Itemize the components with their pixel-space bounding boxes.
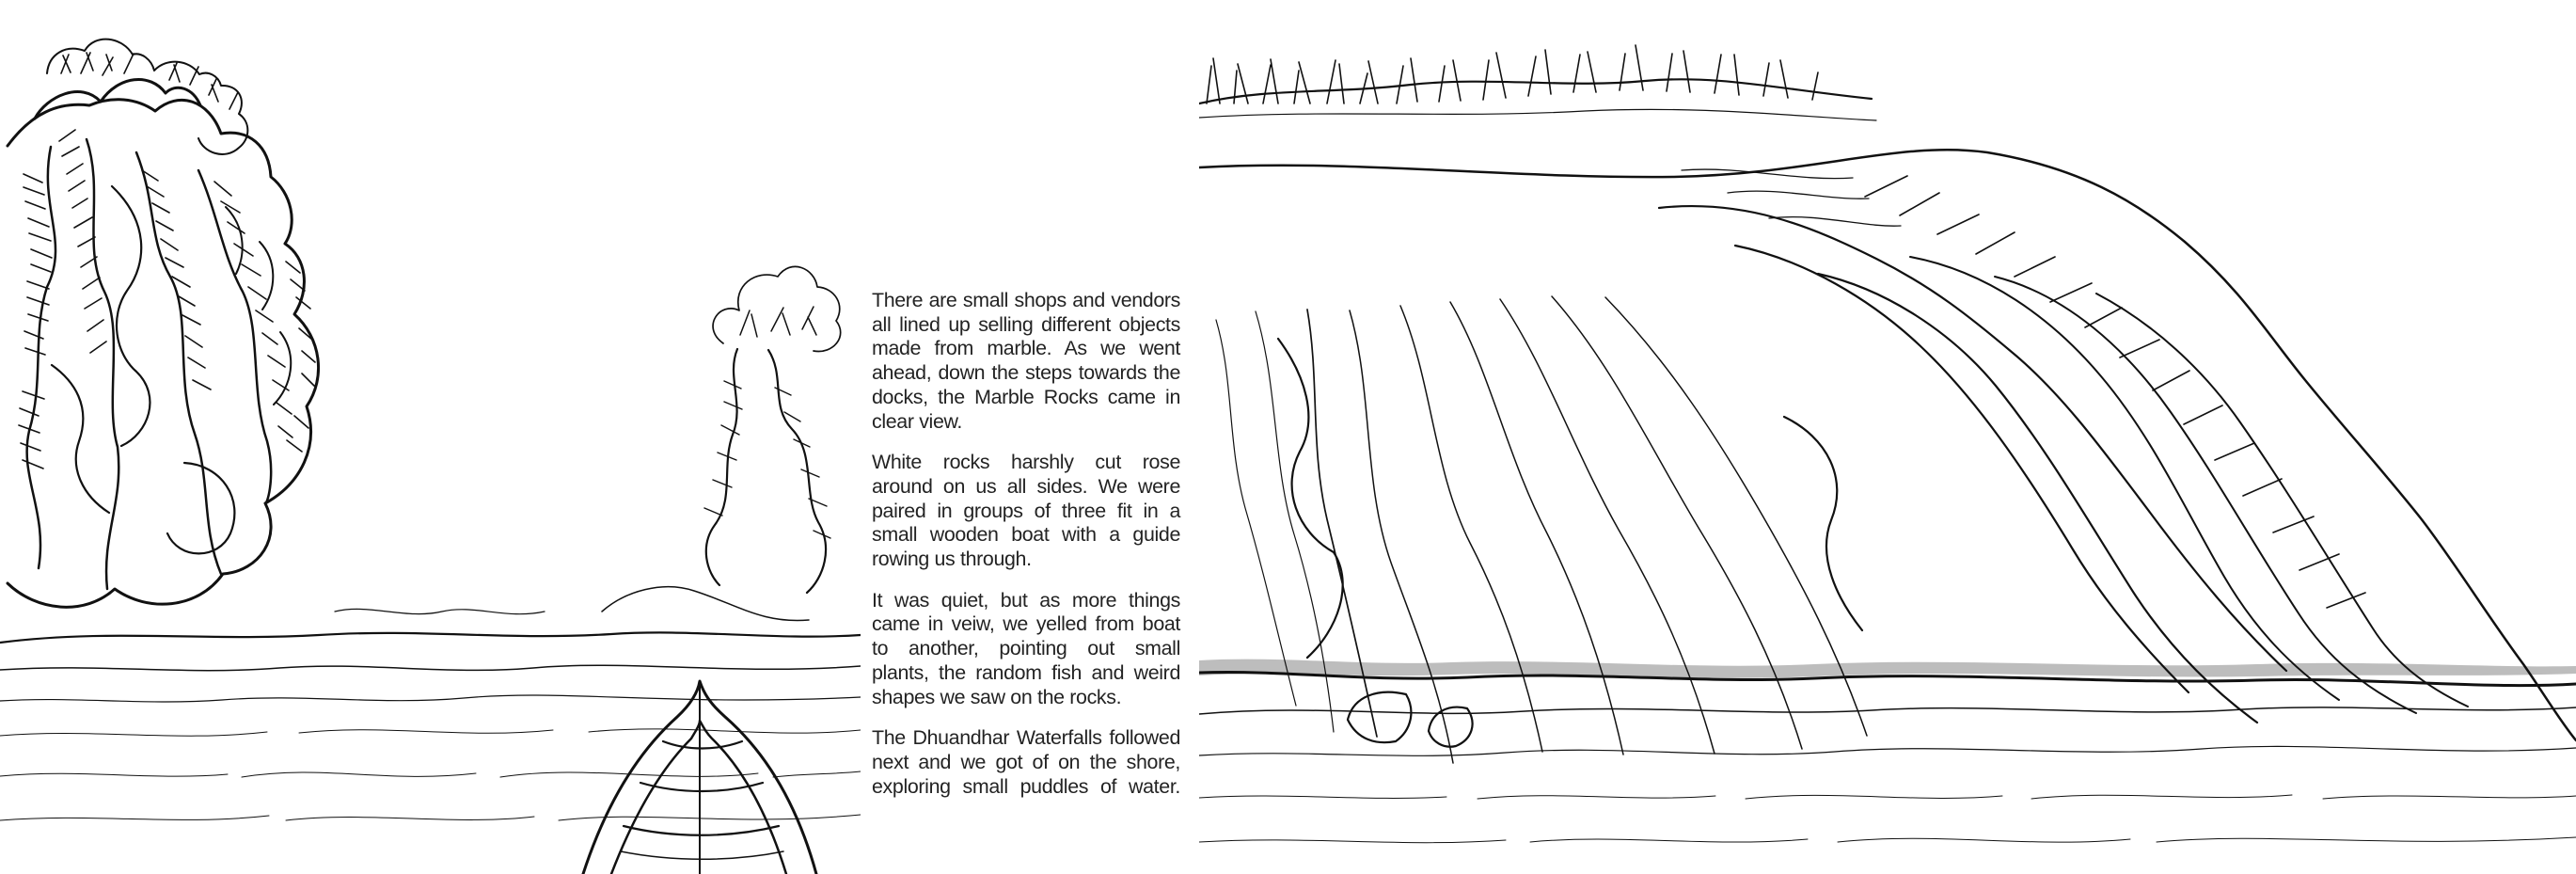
waterfall-top-trees-drawing <box>1199 45 1876 120</box>
river-and-reflection-drawing <box>0 587 861 820</box>
story-paragraph-3: It was quiet, but as more things came in veiw, we yelled from boat to another, pointing out small plants, the random fish and weird shapes we saw on the rocks. <box>872 588 1180 708</box>
wooden-boat-drawing <box>583 681 816 874</box>
left-rock-drawing <box>8 79 319 607</box>
marble-rocks-river-boat-illustration <box>0 0 861 874</box>
trees-drawing <box>47 40 841 593</box>
story-paragraph-4: The Dhuandhar Waterfalls followed next and we got of on the shore, exploring small puddles of water. <box>872 726 1180 798</box>
story-paragraph-1: There are small shops and vendors all lined up selling different objects made from marble. As we went ahead, down the steps towards the docks, the Marble Rocks came in clear view. <box>872 289 1180 433</box>
dhuandhar-waterfalls-illustration <box>1199 0 2576 874</box>
story-paragraph-2: White rocks harshly cut rose around on us all sides. We were paired in groups of three fit in a small wooden boat with a guide rowing us through. <box>872 451 1180 571</box>
story-text-column <box>872 289 1180 816</box>
